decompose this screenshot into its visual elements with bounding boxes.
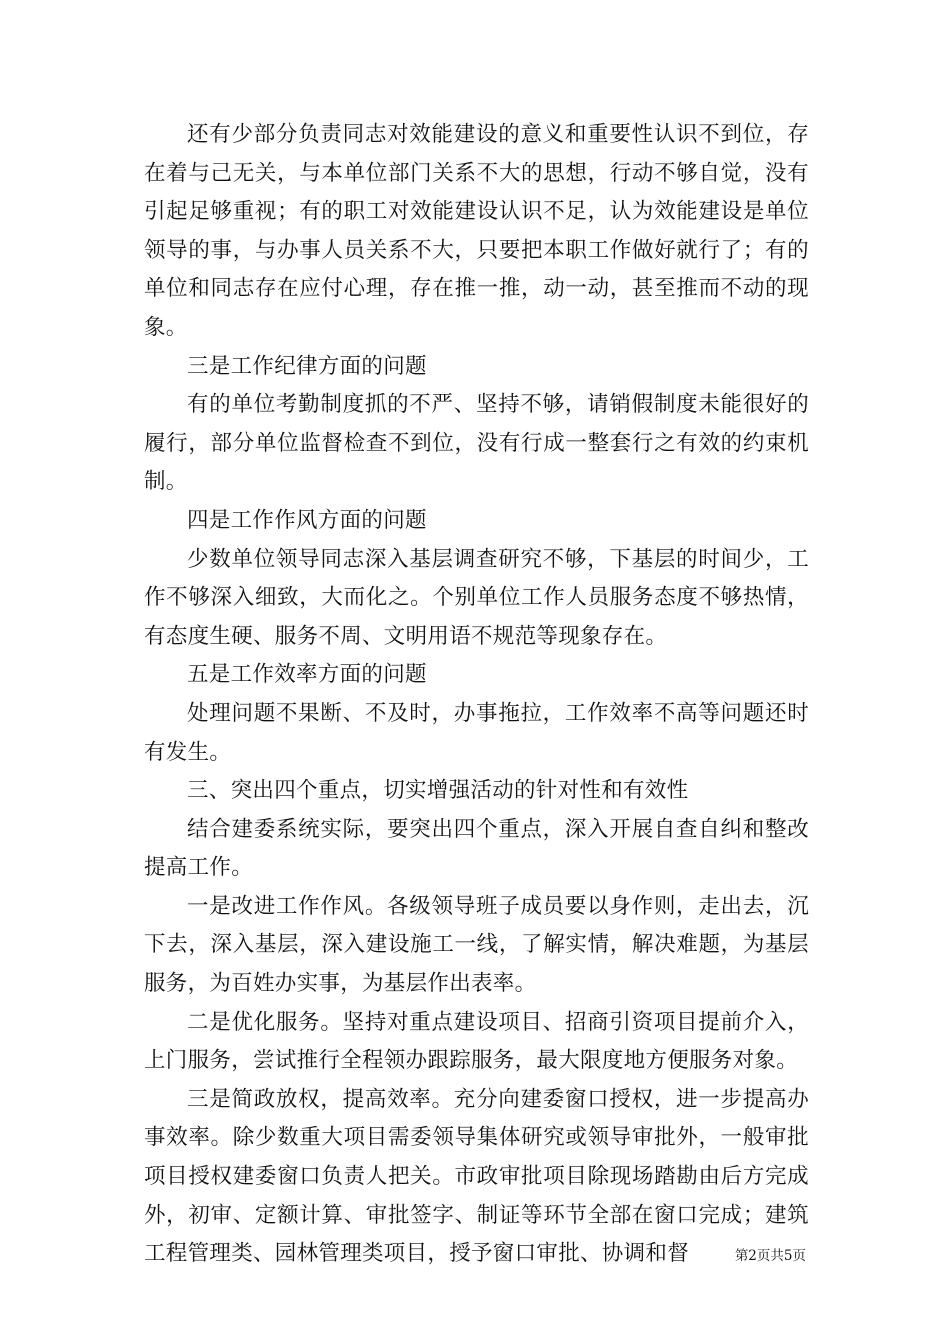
paragraph: 还有少部分负责同志对效能建设的意义和重要性认识不到位，存在着与己无关，与本单位部门关系不大的思想，行动不够自觉，没有引起足够重视；有的职工对效能建设认识不足，认为效能建设是单位领导的事，与办事人员关系不大，只要把本职工作做好就行了；有的单位和同志存在应付心理，存在推一推，动一动，甚至推而不动的现象。 <box>144 122 809 340</box>
paragraph: 一是改进工作作风。各级领导班子成员要以身作则，走出去，沉下去，深入基层，深入建设施工一线，了解实情，解决难题，为基层服务，为百姓办实事，为基层作出表率。 <box>144 893 809 997</box>
page-number-footer: 第2页共5页 <box>734 1248 806 1264</box>
section-heading: 三是工作纪律方面的问题 <box>187 353 427 379</box>
paragraph: 二是优化服务。坚持对重点建设项目、招商引资项目提前介入，上门服务，尝试推行全程领办跟踪服务，最大限度地方便服务对象。 <box>144 1009 809 1074</box>
paragraph: 少数单位领导同志深入基层调查研究不够，下基层的时间少，工作不够深入细致，大而化之。个别单位工作人员服务态度不够热情，有态度生硬、服务不周、文明用语不规范等现象存在。 <box>144 546 809 649</box>
section-heading: 四是工作作风方面的问题 <box>187 507 427 533</box>
section-heading: 五是工作效率方面的问题 <box>187 662 427 688</box>
document-body <box>144 116 809 1274</box>
paragraph: 处理问题不果断、不及时，办事拖拉，工作效率不高等问题还时有发生。 <box>144 700 809 765</box>
paragraph: 结合建委系统实际，要突出四个重点，深入开展自查自纠和整改提高工作。 <box>144 816 809 881</box>
paragraph: 有的单位考勤制度抓的不严、坚持不够，请销假制度未能很好的履行，部分单位监督检查不到位，没有行成一整套行之有效的约束机制。 <box>144 392 809 495</box>
paragraph: 三是简政放权，提高效率。充分向建委窗口授权，进一步提高办事效率。除少数重大项目需委领导集体研究或领导审批外，一般审批项目授权建委窗口负责人把关。市政审批项目除现场踏勘由后方完成外，初审、定额计算、审批签字、制证等环节全部在窗口完成；建筑工程管理类、园林管理类项目，授予窗口审批、协调和督 <box>144 1086 809 1267</box>
section-heading: 三、突出四个重点，切实增强活动的针对性和有效性 <box>187 778 689 804</box>
